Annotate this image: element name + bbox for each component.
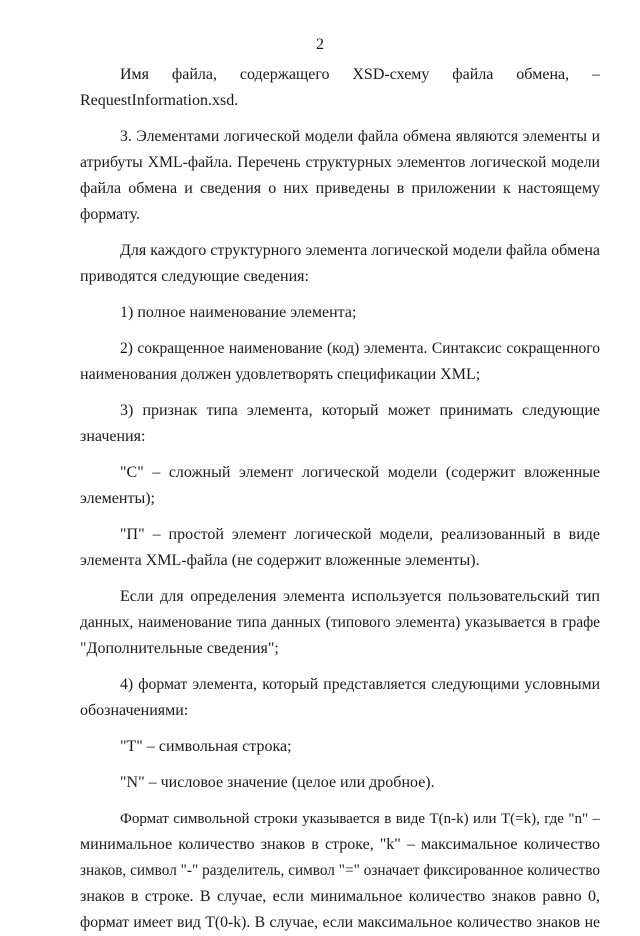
text-line: "N" – числовое значение (целое или дробное).: [120, 774, 435, 791]
paragraph-spacer: [80, 796, 600, 806]
text-line: Имя файла, содержащего XSD-схему файла обмена, –: [120, 66, 600, 83]
paragraph-spacer: [80, 228, 600, 238]
text-line: "Дополнительные сведения";: [80, 640, 279, 657]
text-line: 3. Элементами логической модели файла обмена являются элементы и: [120, 128, 600, 145]
paragraph: [80, 62, 600, 114]
text-line: наименования должен удовлетворять спецификации XML;: [80, 366, 481, 383]
text-line: значения:: [80, 428, 146, 445]
paragraph-spacer: [80, 662, 600, 672]
paragraph-spacer: [80, 114, 600, 124]
paragraph: [80, 770, 600, 796]
paragraph: [80, 124, 600, 228]
paragraph: [80, 734, 600, 760]
text-line: 1) полное наименование элемента;: [120, 304, 357, 321]
document-body: [80, 62, 600, 936]
text-line: знаков, символ "-" разделитель, символ "=" означает фиксированное количество: [80, 862, 600, 879]
text-line: RequestInformation.xsd.: [80, 92, 239, 109]
text-line: обозначениями:: [80, 702, 189, 719]
paragraph-spacer: [80, 450, 600, 460]
text-line: элементы);: [80, 490, 155, 507]
paragraph-spacer: [80, 388, 600, 398]
paragraph-spacer: [80, 512, 600, 522]
text-line: "П" – простой элемент логической модели, реализованный в виде: [120, 526, 600, 543]
text-line: файла обмена и сведения о них приведены в приложении к настоящему: [80, 180, 600, 197]
paragraph: [80, 522, 600, 574]
paragraph: [80, 336, 600, 388]
text-line: 2) сокращенное наименование (код) элемента. Синтаксис сокращенного: [120, 340, 600, 357]
text-line: "С" – сложный элемент логической модели (содержит вложенные: [120, 464, 600, 481]
paragraph-spacer: [80, 574, 600, 584]
text-line: приводятся следующие сведения:: [80, 268, 309, 285]
paragraph-spacer: [80, 760, 600, 770]
text-line: 4) формат элемента, который представляется следующими условными: [120, 676, 600, 693]
paragraph: [80, 398, 600, 450]
page-number: 2: [316, 36, 324, 53]
text-line: Если для определения элемента используется пользовательский тип: [120, 588, 600, 605]
text-line: Для каждого структурного элемента логической модели файла обмена: [120, 242, 600, 259]
text-line: формат имеет вид T(0-k). В случае, если максимальное количество знаков не: [80, 914, 600, 931]
text-line: формату.: [80, 206, 141, 223]
paragraph: [80, 672, 600, 724]
text-line: 3) признак типа элемента, который может принимать следующие: [120, 402, 600, 419]
text-line: данных, наименование типа данных (типового элемента) указывается в графе: [80, 614, 600, 631]
paragraph-spacer: [80, 290, 600, 300]
paragraph: [80, 806, 600, 936]
paragraph: [80, 238, 600, 290]
paragraph: [80, 300, 600, 326]
text-line: знаков в строке. В случае, если минимальное количество знаков равно 0,: [80, 888, 600, 905]
text-line: атрибуты XML-файла. Перечень структурных элементов логической модели: [80, 154, 600, 171]
paragraph: [80, 460, 600, 512]
paragraph-spacer: [80, 724, 600, 734]
text-line: "Т" – символьная строка;: [120, 738, 292, 755]
paragraph-spacer: [80, 326, 600, 336]
paragraph: [80, 584, 600, 662]
text-line: элемента XML-файла (не содержит вложенные элементы).: [80, 552, 480, 569]
text-line: Формат символьной строки указывается в виде T(n-k) или T(=k), где "n" –: [120, 811, 600, 827]
text-line: минимальное количество знаков в строке, "k" – максимальное количество: [80, 836, 600, 853]
